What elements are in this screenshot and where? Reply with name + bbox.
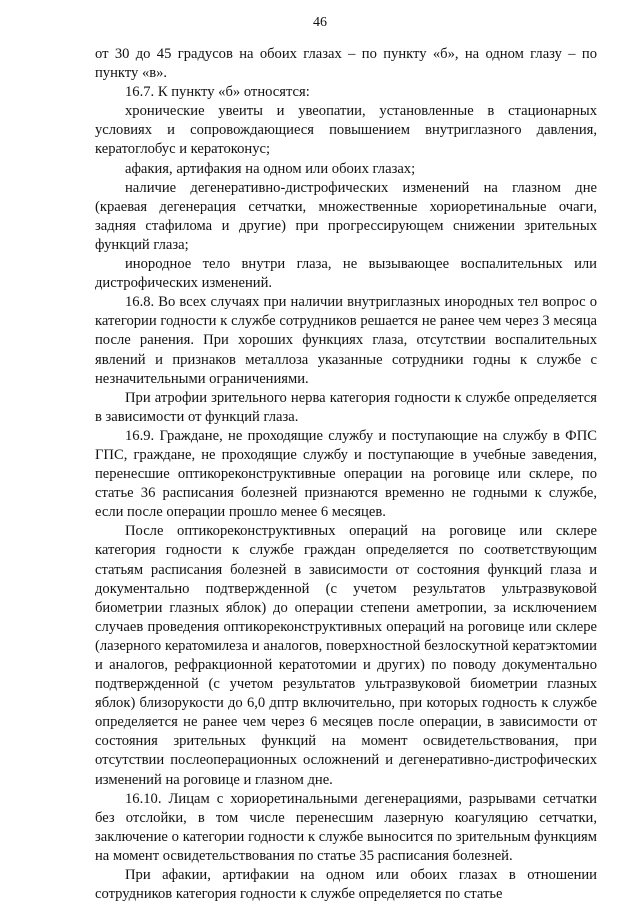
paragraph-degenerative-changes: наличие дегенеративно-дистрофических изменений на глазном дне (краевая дегенерация сетчатки, множественные хориоретинальные очаги, задняя стафилома и другие) при прогрессирующем снижении зрительных функций глаза; xyxy=(95,179,597,253)
document-body xyxy=(95,45,597,904)
page-number: 46 xyxy=(313,15,327,30)
paragraph-aphakia-employees: При афакии, артифакии на одном или обоих глазах в отношении сотрудников категория годности к службе определяется по статье xyxy=(95,867,597,903)
paragraph-aphakia: афакия, артифакия на одном или обоих глазах; xyxy=(125,160,416,177)
paragraph-16-10: 16.10. Лицам с хориоретинальными дегенерациями, разрывами сетчатки без отслойки, в том числе перенесшим лазерную коагуляцию сетчатки, заключение о категории годности к службе выносится по зрительным функциям на момент освидетельствования по статье 35 расписания болезней. xyxy=(95,790,597,864)
paragraph-after-operations: После оптикореконструктивных операций на роговице или склере категория годности к службе граждан определяется по соответствующим статьям расписания болезней в зависимости от состояния функций глаза и документально подтвержденной (с учетом результатов ультразвуковой биометрии глазных яблок) до операции степени аметропии, за исключением случаев проведения оптикореконструктивных операций на роговице или склере (лазерного кератомилеза и аналогов, поверхностной безлоскутной кератэктомии и аналогов, рефракционной кератотомии и других) по поводу документально подтвержденной (с учетом результатов ультразвуковой биометрии глазных яблок) близорукости до 6,0 дптр включительно, при которых годность к службе определяется не ранее чем через 6 месяцев после операции, в зависимости от состояния зрительных функций на момент освидетельствования, при отсутствии послеоперационных осложнений и дегенеративно-дистрофических изменений на роговице и глазном дне. xyxy=(95,523,597,788)
paragraph-optic-atrophy: При атрофии зрительного нерва категория годности к службе определяется в зависимости от функций глаза. xyxy=(95,389,597,425)
paragraph-uveitis: хронические увеиты и увеопатии, установленные в стационарных условиях и сопровождающиеся повышением внутриглазного давления, кератоглобус и кератоконус; xyxy=(95,103,597,158)
paragraph-16-9: 16.9. Граждане, не проходящие службу и поступающие на службу в ФПС ГПС, граждане, не проходящие службу и поступающие в учебные заведения, перенесшие оптикореконструктивные операции на роговице или склере, по статье 36 расписания болезней признаются временно не годными к службе, если после операции прошло менее 6 месяцев. xyxy=(95,427,597,521)
paragraph-foreign-body: инородное тело внутри глаза, не вызывающее воспалительных или дистрофических изменений. xyxy=(95,256,597,292)
paragraph-16-8: 16.8. Во всех случаях при наличии внутриглазных инородных тел вопрос о категории годности к службе сотрудников решается не ранее чем через 3 месяца после ранения. При хороших функциях глаза, отсутствии воспалительных явлений и признаков металлоза указанные сотрудники годны к службе с незначительными ограничениями. xyxy=(95,294,597,387)
paragraph-continuation: от 30 до 45 градусов на обоих глазах – по пункту «б», на одном глазу – по пункту «в». xyxy=(95,46,597,82)
paragraph-16-7-heading: 16.7. К пункту «б» относятся: xyxy=(125,84,310,101)
